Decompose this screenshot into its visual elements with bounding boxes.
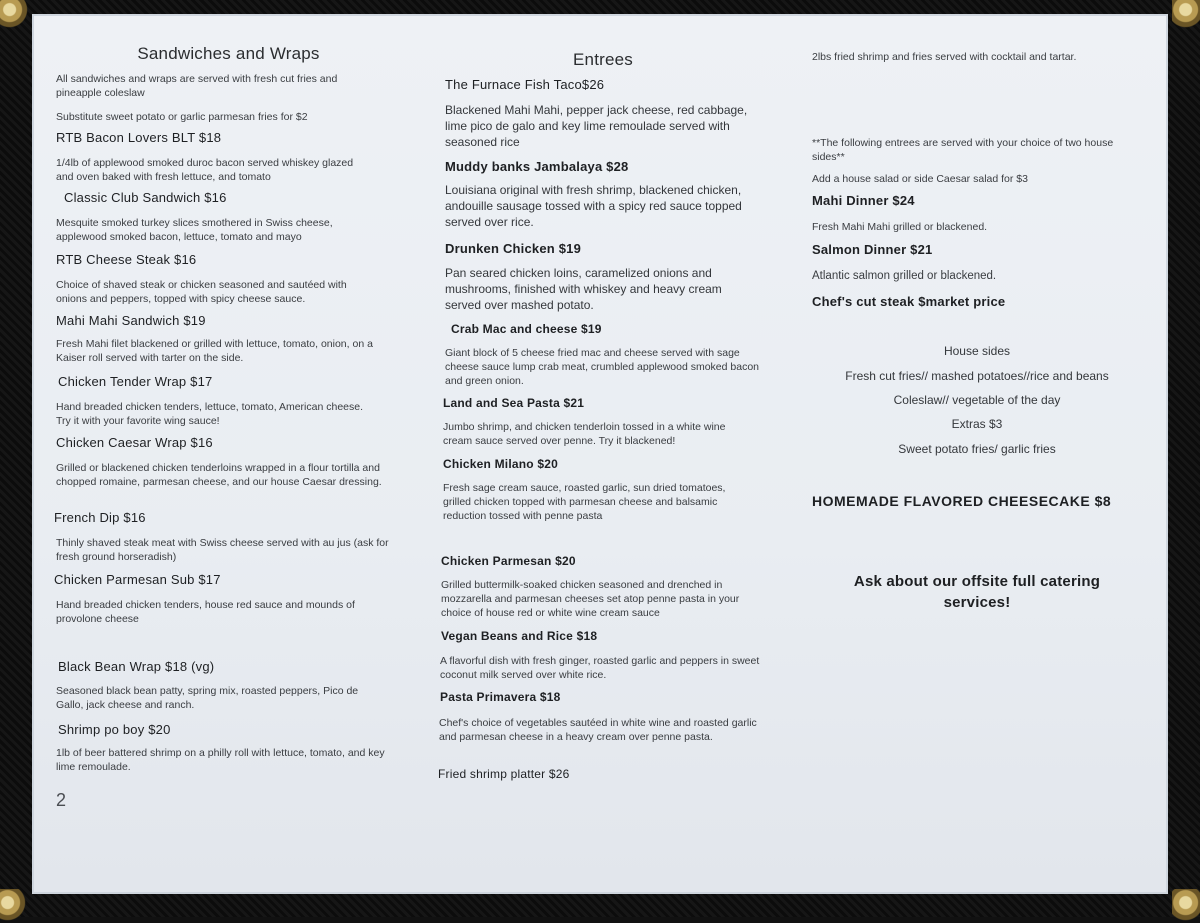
menu-item-desc: Blackened Mahi Mahi, pepper jack cheese, red cabbage, lime pico de galo and key lime remoulade served with seasoned rice xyxy=(445,103,748,149)
menu-item-desc: Chef's choice of vegetables sautéed in white wine and roasted garlic and parmesan cheese in a heavy cream over penne pasta. xyxy=(439,717,757,743)
menu-item-desc: 1lb of beer battered shrimp on a philly roll with lettuce, tomato, and key lime remoulade. xyxy=(56,747,385,773)
menu-item-name: The Furnace Fish Taco$26 xyxy=(445,77,605,92)
sides-line: Coleslaw// vegetable of the day xyxy=(893,393,1061,407)
menu-item-name: Drunken Chicken $19 xyxy=(445,241,582,256)
section-note: Substitute sweet potato or garlic parmesan fries for $2 xyxy=(56,111,308,123)
menu-item-desc: Pan seared chicken loins, caramelized onions and mushrooms, finished with whiskey and heavy cream served over mashed potato. xyxy=(445,266,722,312)
menu-item-name: Crab Mac and cheese $19 xyxy=(451,322,602,336)
menu-item-name: Land and Sea Pasta $21 xyxy=(443,396,585,410)
menu-item-desc: Hand breaded chicken tenders, lettuce, tomato, American cheese. Try it with your favorite wing sauce! xyxy=(56,401,364,427)
menu-item-desc: Choice of shaved steak or chicken seasoned and sautéed with onions and peppers, topped with spicy cheese sauce. xyxy=(56,279,347,305)
menu-item-desc: Louisiana original with fresh shrimp, blackened chicken, andouille sausage tossed with a spicy red sauce topped served over rice. xyxy=(445,183,742,229)
menu-item-name: RTB Cheese Steak $16 xyxy=(56,252,197,267)
menu-item-desc: Fresh Mahi filet blackened or grilled with lettuce, tomato, onion, on a Kaiser roll served with tarter on the side. xyxy=(56,338,373,364)
sides-title: House sides xyxy=(943,344,1011,358)
section-note: Add a house salad or side Caesar salad for $3 xyxy=(812,173,1028,185)
menu-item-name: Chicken Parmesan $20 xyxy=(441,554,576,568)
brass-corner-icon xyxy=(1172,0,1200,30)
menu-item-name: Chicken Milano $20 xyxy=(443,457,558,471)
menu-item-desc: Giant block of 5 cheese fried mac and cheese served with sage cheese sauce lump crab meat, crumbled applewood smoked bacon and green onion. xyxy=(445,347,760,387)
menu-item-name: Chicken Tender Wrap $17 xyxy=(58,374,213,389)
menu-item-name: RTB Bacon Lovers BLT $18 xyxy=(56,130,222,145)
menu-item-desc: Thinly shaved steak meat with Swiss cheese served with au jus (ask for fresh ground horseradish) xyxy=(56,537,389,563)
menu-item-name: Chef's cut steak $market price xyxy=(812,294,1006,309)
extras-title: Extras $3 xyxy=(951,417,1003,431)
menu-item-desc: Atlantic salmon grilled or blackened. xyxy=(812,270,997,282)
section-note: All sandwiches and wraps are served with fresh cut fries and pineapple coleslaw xyxy=(56,73,338,99)
cheesecake-line: HOMEMADE FLAVORED CHEESECAKE $8 xyxy=(812,493,1112,509)
menu-item-name: Muddy banks Jambalaya $28 xyxy=(445,159,629,174)
page-number: 2 xyxy=(56,790,67,810)
menu-item-desc: Seasoned black bean patty, spring mix, roasted peppers, Pico de Gallo, jack cheese and ranch. xyxy=(56,685,359,711)
menu-item-name: French Dip $16 xyxy=(54,510,146,525)
menu-item-desc: Grilled buttermilk-soaked chicken seasoned and drenched in mozzarella and parmesan cheeses set atop penne pasta in your choice of house red or white wine cream sauce xyxy=(441,579,740,619)
menu-item-desc: 1/4lb of applewood smoked duroc bacon served whiskey glazed and oven baked with fresh lettuce, and tomato xyxy=(56,157,354,183)
menu-item-name: Salmon Dinner $21 xyxy=(812,242,933,257)
menu-item-desc: Fresh Mahi Mahi grilled or blackened. xyxy=(812,221,988,233)
brass-corner-icon xyxy=(1172,889,1200,923)
menu-item-name: Pasta Primavera $18 xyxy=(440,690,561,704)
brass-corner-icon xyxy=(0,889,28,923)
catering-note: Ask about our offsite full catering services! xyxy=(853,573,1101,611)
menu-item-name: Vegan Beans and Rice $18 xyxy=(441,629,598,643)
extras-line: Sweet potato fries/ garlic fries xyxy=(898,442,1056,456)
menu-item-name: Shrimp po boy $20 xyxy=(58,722,171,737)
platter-desc: 2lbs fried shrimp and fries served with cocktail and tartar. xyxy=(812,51,1077,63)
section-title: Entrees xyxy=(573,50,633,69)
menu-item-name: Fried shrimp platter $26 xyxy=(438,767,570,781)
section-note: **The following entrees are served with your choice of two house sides** xyxy=(812,137,1114,163)
menu-item-name: Chicken Caesar Wrap $16 xyxy=(56,435,213,450)
sides-line: Fresh cut fries// mashed potatoes//rice and beans xyxy=(845,369,1109,383)
menu-item-name: Mahi Dinner $24 xyxy=(812,193,915,208)
menu-item-name: Black Bean Wrap $18 (vg) xyxy=(58,659,215,674)
menu-item-desc: Grilled or blackened chicken tenderloins wrapped in a flour tortilla and chopped romaine, parmesan cheese, and our house Caesar dressing. xyxy=(56,462,382,488)
menu-item-desc: A flavorful dish with fresh ginger, roasted garlic and peppers in sweet coconut milk served over white rice. xyxy=(440,655,760,681)
menu-item-name: Mahi Mahi Sandwich $19 xyxy=(56,313,206,328)
menu-item-desc: Mesquite smoked turkey slices smothered in Swiss cheese, applewood smoked bacon, lettuce, tomato and mayo xyxy=(56,217,333,243)
section-title: Sandwiches and Wraps xyxy=(137,44,320,63)
menu-item-name: Chicken Parmesan Sub $17 xyxy=(54,572,221,587)
menu-item-name: Classic Club Sandwich $16 xyxy=(64,190,227,205)
menu-item-desc: Fresh sage cream sauce, roasted garlic, sun dried tomatoes, grilled chicken topped with parmesan cheese and balsamic reduction tossed with penne pasta xyxy=(443,482,726,522)
menu-item-desc: Jumbo shrimp, and chicken tenderloin tossed in a white wine cream sauce served over penne. Try it blackened! xyxy=(443,421,726,447)
menu-page xyxy=(32,14,1168,894)
menu-item-desc: Hand breaded chicken tenders, house red sauce and mounds of provolone cheese xyxy=(56,599,355,625)
brass-corner-icon xyxy=(0,0,30,30)
